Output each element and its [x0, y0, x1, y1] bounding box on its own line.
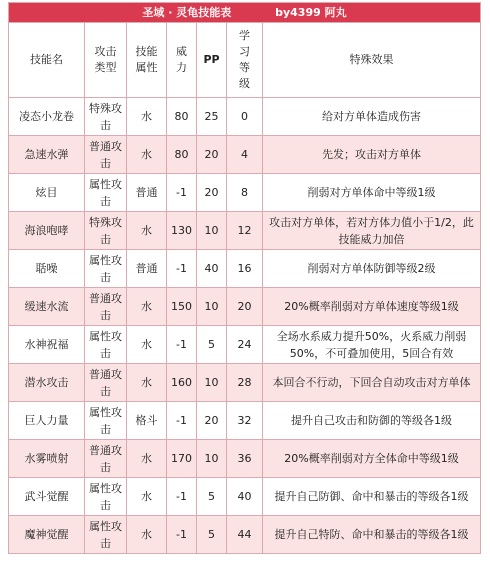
skill-pp: 5	[208, 338, 215, 351]
skill-attr-cell	[127, 440, 167, 478]
skill-attr-cell	[127, 250, 167, 288]
skill-attr-cell	[127, 212, 167, 250]
skill-type: 属性攻击	[89, 329, 122, 360]
skill-name-cell	[9, 136, 85, 174]
skill-level-cell	[227, 326, 263, 364]
skill-pp: 20	[204, 186, 219, 199]
skill-name: 魔神觉醒	[24, 528, 69, 541]
skill-level: 28	[237, 376, 252, 389]
skill-table	[8, 2, 481, 554]
skill-attr: 水	[141, 338, 152, 351]
skill-pp: 10	[204, 376, 219, 389]
skill-effect: 本回合不行动，下回合自动攻击对方单体	[272, 376, 471, 389]
skill-type: 属性攻击	[89, 405, 122, 436]
table-body	[9, 98, 481, 554]
skill-power-cell	[167, 288, 197, 326]
skill-name: 急速水弹	[24, 148, 69, 161]
skill-power-cell	[167, 364, 197, 402]
skill-attr: 格斗	[135, 414, 158, 427]
skill-name-cell	[9, 212, 85, 250]
skill-level: 12	[237, 224, 252, 237]
skill-attr: 水	[141, 528, 152, 541]
skill-power: -1	[176, 186, 187, 199]
skill-power: -1	[176, 338, 187, 351]
skill-pp: 10	[204, 452, 219, 465]
skill-name-cell	[9, 288, 85, 326]
header-row	[9, 23, 481, 98]
skill-level-cell	[227, 136, 263, 174]
skill-power-cell	[167, 516, 197, 554]
skill-attr: 水	[141, 490, 152, 503]
skill-effect: 全场水系威力提升50%，火系威力削弱50%，不可叠加使用，5回合有效	[276, 329, 467, 360]
skill-type: 属性攻击	[89, 519, 122, 550]
header-effect: 特殊效果	[263, 23, 481, 98]
skill-effect: 先发；攻击对方单体	[322, 148, 421, 161]
skill-effect-cell	[263, 478, 481, 516]
skill-type-cell	[85, 440, 127, 478]
skill-effect-cell	[263, 212, 481, 250]
skill-name-cell	[9, 402, 85, 440]
skill-pp-cell	[197, 440, 227, 478]
skill-level: 44	[237, 528, 252, 541]
skill-type-cell	[85, 326, 127, 364]
skill-effect: 攻击对方单体，若对方体力值小于1/2，此技能威力加倍	[269, 215, 474, 246]
skill-name-cell	[9, 98, 85, 136]
skill-pp: 20	[204, 148, 219, 161]
table-author: by4399 阿丸	[275, 6, 347, 19]
skill-power-cell	[167, 250, 197, 288]
skill-pp-cell	[197, 288, 227, 326]
table-row	[9, 136, 481, 174]
skill-type-cell	[85, 402, 127, 440]
skill-pp-cell	[197, 98, 227, 136]
header-level: 学 习 等 级	[227, 23, 263, 98]
table-row	[9, 174, 481, 212]
skill-attr: 水	[141, 224, 152, 237]
skill-name-cell	[9, 326, 85, 364]
skill-level-cell	[227, 478, 263, 516]
skill-name: 水雾喷射	[24, 452, 69, 465]
skill-power-cell	[167, 478, 197, 516]
skill-attr-cell	[127, 136, 167, 174]
skill-attr: 水	[141, 148, 152, 161]
skill-pp-cell	[197, 516, 227, 554]
skill-effect: 提升自己攻击和防御的等级各1级	[291, 414, 452, 427]
skill-pp-cell	[197, 402, 227, 440]
skill-effect: 提升自己防御、命中和暴击的等级各1级	[274, 490, 469, 503]
skill-type: 特殊攻击	[89, 101, 122, 132]
skill-pp-cell	[197, 250, 227, 288]
skill-level: 4	[241, 148, 248, 161]
header-pp: PP	[197, 23, 227, 98]
skill-attr-cell	[127, 402, 167, 440]
skill-level: 40	[237, 490, 252, 503]
skill-effect-cell	[263, 98, 481, 136]
skill-pp: 5	[208, 490, 215, 503]
skill-effect-cell	[263, 364, 481, 402]
skill-effect: 削弱对方单体命中等级1级	[307, 186, 436, 199]
table-row	[9, 326, 481, 364]
skill-power-cell	[167, 326, 197, 364]
skill-power-cell	[167, 136, 197, 174]
table-title: 圣域 · 灵龟技能表	[142, 6, 232, 19]
skill-name: 聒噪	[35, 262, 58, 275]
skill-pp: 5	[208, 528, 215, 541]
skill-level-cell	[227, 98, 263, 136]
skill-pp: 20	[204, 414, 219, 427]
skill-attr: 水	[141, 452, 152, 465]
skill-power: 130	[171, 224, 192, 237]
skill-effect-cell	[263, 288, 481, 326]
skill-name-cell	[9, 440, 85, 478]
skill-effect: 给对方单体造成伤害	[322, 110, 421, 123]
skill-name-cell	[9, 516, 85, 554]
skill-level: 0	[241, 110, 248, 123]
title-row	[9, 3, 481, 23]
skill-effect-cell	[263, 250, 481, 288]
skill-pp-cell	[197, 326, 227, 364]
skill-level-cell	[227, 440, 263, 478]
skill-name: 炫目	[35, 186, 58, 199]
skill-type-cell	[85, 516, 127, 554]
skill-attr-cell	[127, 478, 167, 516]
skill-level: 36	[237, 452, 252, 465]
skill-level-cell	[227, 402, 263, 440]
skill-power: 80	[174, 148, 189, 161]
skill-name-cell	[9, 174, 85, 212]
skill-name: 潜水攻击	[24, 376, 69, 389]
skill-type: 属性攻击	[89, 481, 122, 512]
skill-power: -1	[176, 528, 187, 541]
skill-pp: 25	[204, 110, 219, 123]
skill-name-cell	[9, 478, 85, 516]
skill-name: 缓速水流	[24, 300, 69, 313]
skill-name-cell	[9, 364, 85, 402]
skill-type: 特殊攻击	[89, 215, 122, 246]
skill-power: 170	[171, 452, 192, 465]
skill-effect: 20%概率削弱对方单体速度等级1级	[284, 300, 459, 313]
skill-attr: 水	[141, 300, 152, 313]
skill-effect: 20%概率削弱对方全体命中等级1级	[284, 452, 459, 465]
skill-power-cell	[167, 98, 197, 136]
skill-name: 海浪咆哮	[24, 224, 69, 237]
skill-effect-cell	[263, 326, 481, 364]
skill-attr-cell	[127, 98, 167, 136]
skill-effect-cell	[263, 440, 481, 478]
header-attr: 技能 属性	[127, 23, 167, 98]
skill-effect: 提升自己特防、命中和暴击的等级各1级	[274, 528, 469, 541]
skill-level-cell	[227, 288, 263, 326]
skill-power: -1	[176, 414, 187, 427]
skill-power-cell	[167, 212, 197, 250]
skill-name-cell	[9, 250, 85, 288]
table-row	[9, 288, 481, 326]
skill-level: 24	[237, 338, 252, 351]
skill-attr-cell	[127, 288, 167, 326]
skill-power: 150	[171, 300, 192, 313]
header-name: 技能名	[9, 23, 85, 98]
skill-name: 凌态小龙卷	[19, 110, 74, 123]
skill-level: 32	[237, 414, 252, 427]
skill-name: 武斗觉醒	[24, 490, 69, 503]
skill-pp: 10	[204, 224, 219, 237]
skill-level-cell	[227, 250, 263, 288]
skill-pp-cell	[197, 174, 227, 212]
skill-type-cell	[85, 288, 127, 326]
skill-type: 普通攻击	[89, 367, 122, 398]
skill-effect-cell	[263, 174, 481, 212]
skill-power-cell	[167, 402, 197, 440]
skill-level-cell	[227, 174, 263, 212]
skill-type: 普通攻击	[89, 291, 122, 322]
skill-type-cell	[85, 212, 127, 250]
skill-attr: 水	[141, 376, 152, 389]
table-title-cell	[9, 3, 481, 23]
skill-effect: 削弱对方单体防御等级2级	[307, 262, 436, 275]
skill-power: -1	[176, 490, 187, 503]
skill-type: 普通攻击	[89, 443, 122, 474]
table-row	[9, 402, 481, 440]
table-row	[9, 212, 481, 250]
skill-type: 属性攻击	[89, 177, 122, 208]
skill-attr-cell	[127, 174, 167, 212]
skill-power-cell	[167, 440, 197, 478]
skill-table-container	[8, 2, 480, 554]
skill-level-cell	[227, 212, 263, 250]
skill-type: 属性攻击	[89, 253, 122, 284]
skill-pp-cell	[197, 364, 227, 402]
skill-power: 160	[171, 376, 192, 389]
skill-level: 16	[237, 262, 252, 275]
skill-pp-cell	[197, 136, 227, 174]
skill-attr: 普通	[135, 186, 158, 199]
skill-pp-cell	[197, 212, 227, 250]
skill-pp: 40	[204, 262, 219, 275]
skill-level: 8	[241, 186, 248, 199]
table-row	[9, 364, 481, 402]
skill-attr-cell	[127, 326, 167, 364]
table-row	[9, 250, 481, 288]
skill-name: 巨人力量	[24, 414, 69, 427]
skill-effect-cell	[263, 402, 481, 440]
header-type: 攻击 类型	[85, 23, 127, 98]
skill-power-cell	[167, 174, 197, 212]
skill-type-cell	[85, 250, 127, 288]
skill-attr: 水	[141, 110, 152, 123]
skill-power: -1	[176, 262, 187, 275]
skill-level-cell	[227, 516, 263, 554]
table-row	[9, 98, 481, 136]
skill-pp-cell	[197, 478, 227, 516]
skill-pp: 10	[204, 300, 219, 313]
skill-effect-cell	[263, 136, 481, 174]
table-row	[9, 516, 481, 554]
table-row	[9, 478, 481, 516]
skill-effect-cell	[263, 516, 481, 554]
skill-type-cell	[85, 364, 127, 402]
header-power: 威 力	[167, 23, 197, 98]
skill-type-cell	[85, 478, 127, 516]
skill-type-cell	[85, 174, 127, 212]
skill-power: 80	[174, 110, 189, 123]
skill-type-cell	[85, 98, 127, 136]
skill-attr-cell	[127, 516, 167, 554]
skill-attr: 普通	[135, 262, 158, 275]
skill-name: 水神祝福	[24, 338, 69, 351]
skill-type: 普通攻击	[89, 139, 122, 170]
skill-attr-cell	[127, 364, 167, 402]
skill-type-cell	[85, 136, 127, 174]
skill-level-cell	[227, 364, 263, 402]
skill-level: 20	[237, 300, 252, 313]
table-row	[9, 440, 481, 478]
